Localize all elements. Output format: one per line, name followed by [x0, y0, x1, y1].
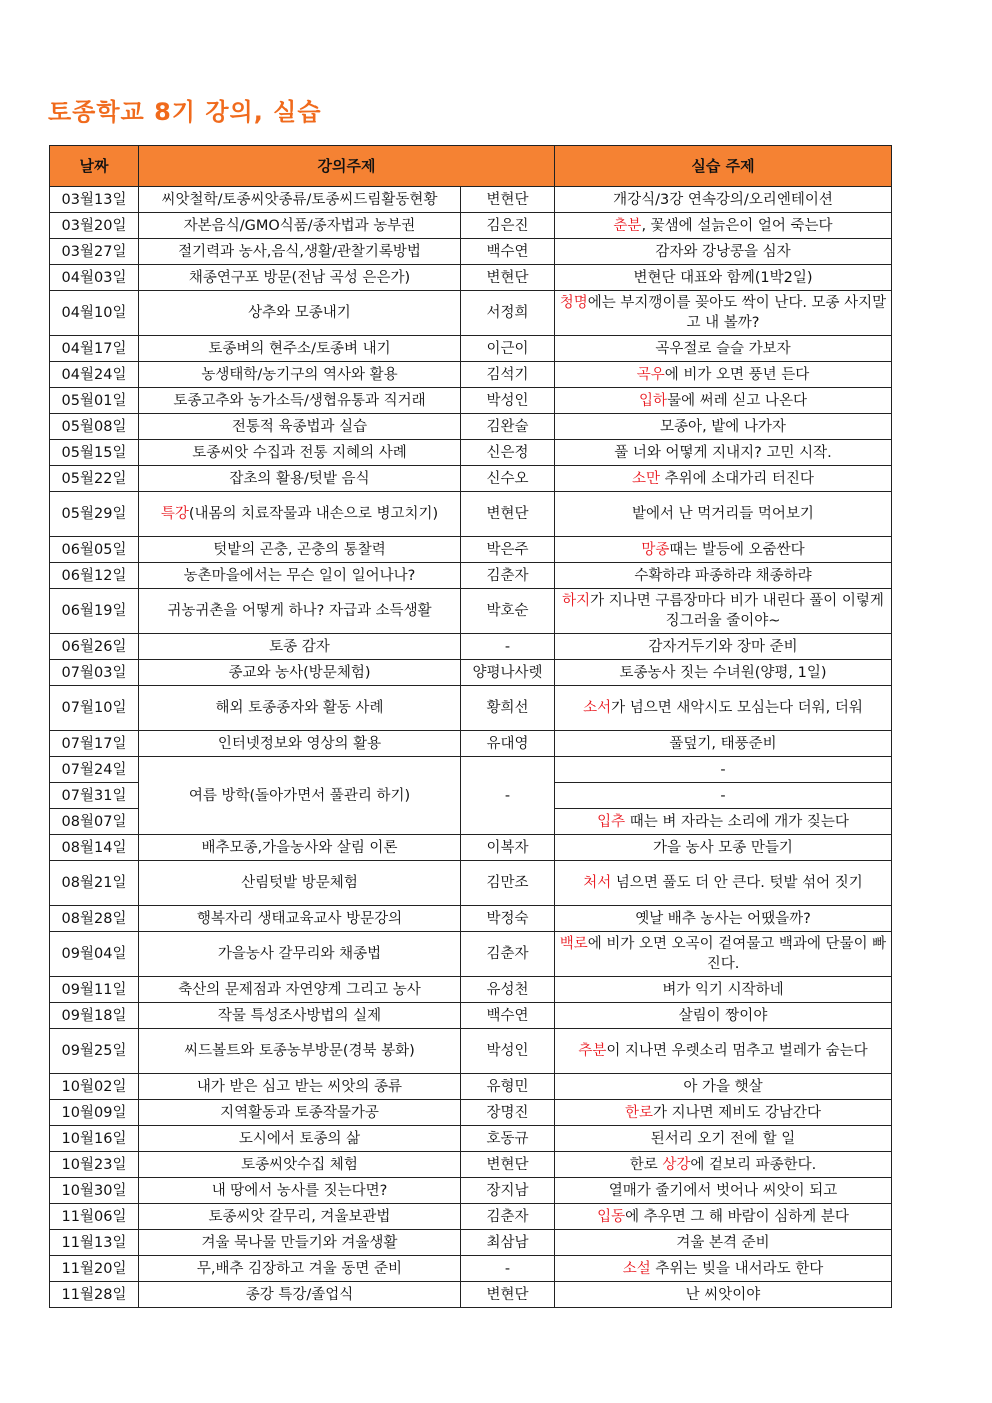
practice-cell: [555, 1029, 892, 1074]
instructor-cell: -: [461, 757, 555, 835]
practice-cell: [555, 388, 892, 414]
lecture-cell: [139, 1003, 461, 1029]
practice-cell: [555, 563, 892, 589]
date-cell: 10월09일: [50, 1100, 139, 1126]
practice-cell: [555, 492, 892, 537]
lecture-cell: [139, 861, 461, 906]
lecture-cell: [139, 187, 461, 213]
table-row: [50, 265, 892, 291]
table-row: [50, 1029, 892, 1074]
practice-text: 넘으면 풀도 더 안 큰다. 텃밭 섞어 짓기: [611, 875, 863, 891]
practice-cell: [555, 1230, 892, 1256]
instructor-cell: 박성인: [461, 388, 555, 414]
instructor-cell: 김완술: [461, 414, 555, 440]
lecture-cell: [139, 1256, 461, 1282]
date-cell: 09월11일: [50, 977, 139, 1003]
date-cell: 07월10일: [50, 686, 139, 731]
table-row: [50, 977, 892, 1003]
lecture-text: 도시에서 토종의 삶: [238, 1130, 361, 1147]
table-row: [50, 1204, 892, 1230]
instructor-cell: 서정희: [461, 291, 555, 336]
instructor-cell: 백수연: [461, 239, 555, 265]
lecture-text: 축산의 문제점과 자연양계 그리고 농사: [178, 981, 421, 998]
practice-text: 모종아, 밭에 나가자: [660, 418, 786, 435]
instructor-cell: 김춘자: [461, 932, 555, 977]
instructor-cell: 장지남: [461, 1178, 555, 1204]
date-cell: 08월21일: [50, 861, 139, 906]
practice-text: 가 지나면 구름장마다 비가 내린다 풀이 이렇게 징그러울 줄이야~: [590, 593, 884, 629]
instructor-cell: -: [461, 634, 555, 660]
lecture-cell: [139, 977, 461, 1003]
date-cell: 07월31일: [50, 783, 139, 809]
practice-cell: [555, 1152, 892, 1178]
instructor-cell: 변현단: [461, 187, 555, 213]
practice-text: 곡우절로 슬슬 가보자: [655, 340, 791, 357]
lecture-highlight: 특강: [160, 506, 189, 522]
practice-text: 추위는 빚을 내서라도 한다: [650, 1260, 824, 1277]
lecture-cell: [139, 634, 461, 660]
table-row: [50, 336, 892, 362]
date-cell: 06월26일: [50, 634, 139, 660]
instructor-cell: -: [461, 1256, 555, 1282]
practice-text: 변현단 대표와 함께(1박2일): [633, 269, 813, 286]
date-cell: 05월22일: [50, 466, 139, 492]
instructor-cell: 박정숙: [461, 906, 555, 932]
lecture-text: 작물 특성조사방법의 실제: [217, 1007, 382, 1024]
instructor-cell: 박은주: [461, 537, 555, 563]
table-row: [50, 1074, 892, 1100]
practice-text: 감자와 강낭콩을 심자: [655, 243, 791, 260]
practice-highlight: 소서: [583, 700, 612, 716]
practice-cell: [555, 906, 892, 932]
date-cell: 07월17일: [50, 731, 139, 757]
practice-cell: [555, 1178, 892, 1204]
practice-text: 된서리 오기 전에 할 일: [650, 1130, 796, 1147]
practice-cell: [555, 861, 892, 906]
page-title: 토종학교 8기 강의, 실습: [48, 98, 322, 126]
lecture-text: 토종 감자: [269, 638, 330, 655]
table-row: [50, 906, 892, 932]
lecture-text: 내 땅에서 농사를 짓는다면?: [211, 1182, 388, 1199]
practice-cell: [555, 414, 892, 440]
lecture-cell: [139, 213, 461, 239]
lecture-text: 토종씨앗 수집과 전통 지혜의 사례: [192, 444, 407, 461]
date-cell: 10월16일: [50, 1126, 139, 1152]
practice-cell: [555, 835, 892, 861]
lecture-text: 가을농사 갈무리와 채종법: [217, 946, 382, 962]
instructor-cell: 신은정: [461, 440, 555, 466]
practice-text: 이 지나면 우렛소리 멈추고 벌레가 숨는다: [606, 1043, 868, 1059]
date-cell: 03월27일: [50, 239, 139, 265]
practice-highlight: 소설: [622, 1260, 651, 1277]
lecture-text: 토종씨앗 갈무리, 겨울보관법: [208, 1208, 391, 1225]
practice-text: 밭에서 난 먹거리들 먹어보기: [632, 506, 814, 522]
practice-highlight: 망종: [641, 541, 670, 558]
instructor-cell: 이복자: [461, 835, 555, 861]
lecture-cell: [139, 835, 461, 861]
lecture-text: 여름 방학(돌아가면서 풀관리 하기): [188, 787, 411, 804]
practice-text: 난 씨앗이야: [685, 1286, 761, 1303]
practice-cell: [555, 589, 892, 634]
date-cell: 08월07일: [50, 809, 139, 835]
lecture-text: 겨울 묵나물 만들기와 겨울생활: [201, 1234, 398, 1251]
practice-text: 풀 너와 어떻게 지내지? 고민 시작.: [614, 444, 832, 461]
table-row: [50, 563, 892, 589]
date-cell: 05월01일: [50, 388, 139, 414]
table-row: [50, 589, 892, 634]
lecture-cell: [139, 906, 461, 932]
date-cell: 04월17일: [50, 336, 139, 362]
lecture-text: 내가 받은 심고 받는 씨앗의 종류: [196, 1078, 403, 1095]
practice-highlight: 입하: [639, 392, 668, 409]
lecture-text: 토종씨앗수집 체험: [241, 1156, 358, 1173]
table-row: [50, 634, 892, 660]
practice-cell: [555, 634, 892, 660]
practice-highlight: 한로: [625, 1104, 654, 1121]
lecture-cell: [139, 537, 461, 563]
practice-cell: [555, 1126, 892, 1152]
date-cell: 06월12일: [50, 563, 139, 589]
practice-text: -: [720, 761, 726, 778]
lecture-text: 배추모종,가을농사와 살림 이론: [201, 839, 398, 856]
practice-cell: [555, 291, 892, 336]
lecture-text: 농촌마을에서는 무슨 일이 일어나나?: [183, 567, 416, 584]
instructor-cell: 장명진: [461, 1100, 555, 1126]
instructor-cell: 김은진: [461, 213, 555, 239]
practice-text: 한로: [629, 1156, 663, 1173]
lecture-text: 해외 토종종자와 활동 사례: [215, 700, 384, 716]
table-row: [50, 1230, 892, 1256]
practice-text: 에 비가 오면 풍년 든다: [664, 366, 810, 383]
practice-cell: [555, 1100, 892, 1126]
instructor-cell: 박호순: [461, 589, 555, 634]
schedule-table: [49, 145, 892, 1308]
lecture-cell: [139, 1074, 461, 1100]
lecture-cell: [139, 1282, 461, 1308]
header-date: 날짜: [50, 146, 139, 187]
table-row: [50, 1100, 892, 1126]
practice-cell: [555, 731, 892, 757]
date-cell: 04월10일: [50, 291, 139, 336]
lecture-cell: [139, 440, 461, 466]
lecture-cell: [139, 388, 461, 414]
practice-highlight: 곡우: [636, 366, 665, 383]
practice-highlight: 하지: [562, 593, 591, 609]
date-cell: 04월03일: [50, 265, 139, 291]
practice-highlight: 추분: [578, 1043, 607, 1059]
date-cell: 11월20일: [50, 1256, 139, 1282]
table-row: [50, 1282, 892, 1308]
table-row: [50, 1003, 892, 1029]
lecture-cell: [139, 1230, 461, 1256]
date-cell: 03월20일: [50, 213, 139, 239]
table-row: [50, 1178, 892, 1204]
lecture-text: 종강 특강/졸업식: [245, 1286, 354, 1303]
practice-text: 가 지나면 제비도 강남간다: [653, 1104, 821, 1121]
practice-text: 에 추우면 그 해 바람이 심하게 분다: [625, 1208, 849, 1225]
date-cell: 10월23일: [50, 1152, 139, 1178]
instructor-cell: 김춘자: [461, 1204, 555, 1230]
date-cell: 08월28일: [50, 906, 139, 932]
lecture-text: 채종연구포 방문(전남 곡성 은은가): [188, 269, 411, 286]
lecture-text: 무,배추 김장하고 겨울 동면 준비: [196, 1260, 403, 1277]
lecture-text: 전통적 육종법과 실습: [231, 418, 368, 435]
date-cell: 09월25일: [50, 1029, 139, 1074]
instructor-cell: 박성인: [461, 1029, 555, 1074]
practice-text: , 꽃샘에 설늙은이 얼어 죽는다: [641, 217, 833, 234]
practice-text: 옛날 배추 농사는 어땠을까?: [635, 910, 811, 927]
date-cell: 06월05일: [50, 537, 139, 563]
table-row: [50, 861, 892, 906]
lecture-text: 인터넷정보와 영상의 활용: [217, 735, 382, 752]
table-row: [50, 440, 892, 466]
lecture-cell: [139, 466, 461, 492]
practice-highlight: 소만: [632, 470, 661, 487]
practice-cell: [555, 977, 892, 1003]
instructor-cell: 변현단: [461, 1282, 555, 1308]
lecture-cell: [139, 1152, 461, 1178]
instructor-cell: 호동규: [461, 1126, 555, 1152]
practice-cell: [555, 265, 892, 291]
practice-text: 벼가 익기 시작하네: [662, 981, 784, 998]
table-header-row: [50, 146, 892, 187]
instructor-cell: 유형민: [461, 1074, 555, 1100]
practice-cell: [555, 187, 892, 213]
practice-text: 가 넘으면 새악시도 모심는다 더워, 더워: [611, 700, 863, 716]
lecture-text: 행복자리 생태교육교사 방문강의: [196, 910, 403, 927]
table-row: [50, 1152, 892, 1178]
lecture-cell: [139, 362, 461, 388]
lecture-cell: [139, 239, 461, 265]
lecture-cell: [139, 563, 461, 589]
instructor-cell: 이근이: [461, 336, 555, 362]
practice-cell: [555, 537, 892, 563]
instructor-cell: 유대영: [461, 731, 555, 757]
practice-cell: [555, 809, 892, 835]
lecture-cell: [139, 660, 461, 686]
lecture-text: 상추와 모종내기: [248, 305, 351, 321]
instructor-cell: 변현단: [461, 1152, 555, 1178]
lecture-cell: [139, 932, 461, 977]
table-row: [50, 1126, 892, 1152]
date-cell: 04월24일: [50, 362, 139, 388]
lecture-cell: [139, 291, 461, 336]
practice-cell: [555, 1003, 892, 1029]
lecture-text: 토종벼의 현주소/토종벼 내기: [208, 340, 391, 357]
lecture-text: 씨앗철학/토종씨앗종류/토종씨드림활동현황: [161, 191, 438, 208]
instructor-cell: 신수오: [461, 466, 555, 492]
header-lecture: 강의주제: [139, 146, 555, 187]
instructor-cell: 황희선: [461, 686, 555, 731]
date-cell: 07월03일: [50, 660, 139, 686]
practice-highlight: 백로: [559, 936, 588, 952]
table-row: [50, 388, 892, 414]
instructor-cell: 최삼남: [461, 1230, 555, 1256]
table-row: [50, 932, 892, 977]
practice-cell: [555, 1256, 892, 1282]
lecture-text: 농생태학/농기구의 역사와 활용: [201, 366, 398, 383]
lecture-cell: [139, 336, 461, 362]
table-row: [50, 731, 892, 757]
practice-text: 풀덮기, 태풍준비: [669, 735, 777, 752]
table-row: [50, 835, 892, 861]
practice-highlight: 처서: [583, 875, 612, 891]
lecture-text: 씨드볼트와 토종농부방문(경북 봉화): [184, 1043, 415, 1059]
table-row: [50, 291, 892, 336]
practice-text: 에 비가 오면 오곡이 겉여물고 백과에 단물이 빠진다.: [587, 936, 887, 972]
lecture-cell: [139, 589, 461, 634]
practice-text: 수확하랴 파종하랴 채종하랴: [634, 567, 812, 584]
table-row: [50, 213, 892, 239]
date-cell: 11월06일: [50, 1204, 139, 1230]
lecture-cell: [139, 686, 461, 731]
practice-text: 때는 발등에 오줌싼다: [669, 541, 805, 558]
date-cell: 05월15일: [50, 440, 139, 466]
lecture-cell: [139, 1178, 461, 1204]
practice-text: 추위에 소대가리 터진다: [660, 470, 814, 487]
table-row: [50, 686, 892, 731]
lecture-text: 텃밭의 곤충, 곤충의 통찰력: [213, 541, 386, 558]
practice-highlight: 춘분: [613, 217, 642, 234]
practice-text: 토종농사 짓는 수녀원(양평, 1일): [619, 664, 827, 681]
date-cell: 10월02일: [50, 1074, 139, 1100]
instructor-cell: 김석기: [461, 362, 555, 388]
lecture-cell: [139, 1204, 461, 1230]
practice-cell: [555, 239, 892, 265]
practice-text: 열매가 줄기에서 벗어나 씨앗이 되고: [608, 1182, 838, 1199]
lecture-text: 귀농귀촌을 어떻게 하나? 자급과 소득생활: [167, 603, 432, 619]
instructor-cell: 유성천: [461, 977, 555, 1003]
date-cell: 09월18일: [50, 1003, 139, 1029]
lecture-cell: [139, 265, 461, 291]
date-cell: 05월29일: [50, 492, 139, 537]
date-cell: 10월30일: [50, 1178, 139, 1204]
instructor-cell: 양평나사렛: [461, 660, 555, 686]
date-cell: 06월19일: [50, 589, 139, 634]
lecture-cell: [139, 1029, 461, 1074]
lecture-cell: [139, 731, 461, 757]
date-cell: 03월13일: [50, 187, 139, 213]
practice-cell: [555, 440, 892, 466]
table-row: [50, 492, 892, 537]
header-practice: 실습 주제: [555, 146, 892, 187]
practice-text: 감자거두기와 장마 준비: [648, 638, 798, 655]
practice-cell: [555, 660, 892, 686]
practice-cell: [555, 1074, 892, 1100]
schedule-body: [50, 187, 892, 1308]
practice-text: 때는 벼 자라는 소리에 개가 짖는다: [625, 813, 849, 830]
practice-cell: [555, 362, 892, 388]
date-cell: 05월08일: [50, 414, 139, 440]
practice-cell: [555, 686, 892, 731]
practice-text: 물에 써레 싣고 나온다: [667, 392, 807, 409]
table-row: [50, 660, 892, 686]
practice-cell: [555, 466, 892, 492]
lecture-text: 자본음식/GMO식품/종자법과 농부권: [183, 217, 416, 234]
practice-highlight: 청명: [559, 295, 588, 311]
table-row: [50, 1256, 892, 1282]
practice-highlight: 상강: [662, 1156, 691, 1173]
lecture-cell: [139, 492, 461, 537]
practice-cell: [555, 1282, 892, 1308]
practice-text: -: [720, 787, 726, 804]
lecture-text: 산림텃밭 방문체험: [241, 875, 358, 891]
practice-cell: [555, 213, 892, 239]
lecture-cell: [139, 1126, 461, 1152]
table-row: [50, 414, 892, 440]
practice-highlight: 입동: [597, 1208, 626, 1225]
lecture-cell: [139, 757, 461, 835]
instructor-cell: 김춘자: [461, 563, 555, 589]
table-row: [50, 466, 892, 492]
table-row: [50, 757, 892, 783]
practice-text: 겨울 본격 준비: [676, 1234, 770, 1251]
instructor-cell: 변현단: [461, 265, 555, 291]
lecture-text: 잡초의 활용/텃밭 음식: [229, 470, 370, 487]
date-cell: 08월14일: [50, 835, 139, 861]
lecture-text: 종교와 농사(방문체험): [228, 664, 371, 681]
date-cell: 09월04일: [50, 932, 139, 977]
instructor-cell: 김만조: [461, 861, 555, 906]
practice-highlight: 입추: [597, 813, 626, 830]
date-cell: 11월13일: [50, 1230, 139, 1256]
instructor-cell: 백수연: [461, 1003, 555, 1029]
practice-cell: [555, 757, 892, 783]
lecture-cell: [139, 1100, 461, 1126]
lecture-text: 지역활동과 토종작물가공: [220, 1104, 379, 1121]
instructor-cell: 변현단: [461, 492, 555, 537]
table-row: [50, 537, 892, 563]
practice-text: 에는 부지깽이를 꽂아도 싹이 난다. 모종 사지말고 내 볼까?: [587, 295, 887, 331]
table-row: [50, 239, 892, 265]
practice-cell: [555, 932, 892, 977]
date-cell: 07월24일: [50, 757, 139, 783]
practice-text: 개강식/3강 연속강의/오리엔테이션: [613, 191, 833, 208]
lecture-text: (내몸의 치료작물과 내손으로 병고치기): [188, 506, 439, 522]
practice-cell: [555, 1204, 892, 1230]
practice-text: 가을 농사 모종 만들기: [653, 839, 793, 856]
lecture-text: 절기력과 농사,음식,생활/관찰기록방법: [178, 243, 421, 260]
date-cell: 11월28일: [50, 1282, 139, 1308]
table-row: [50, 187, 892, 213]
practice-text: 아 가을 햇살: [683, 1078, 763, 1095]
lecture-cell: [139, 414, 461, 440]
practice-text: 살림이 짱이야: [678, 1007, 768, 1024]
practice-text: 에 겉보리 파종한다.: [690, 1156, 817, 1173]
practice-cell: [555, 783, 892, 809]
lecture-text: 토종고추와 농가소득/생협유통과 직거래: [173, 392, 426, 409]
table-row: [50, 362, 892, 388]
practice-cell: [555, 336, 892, 362]
